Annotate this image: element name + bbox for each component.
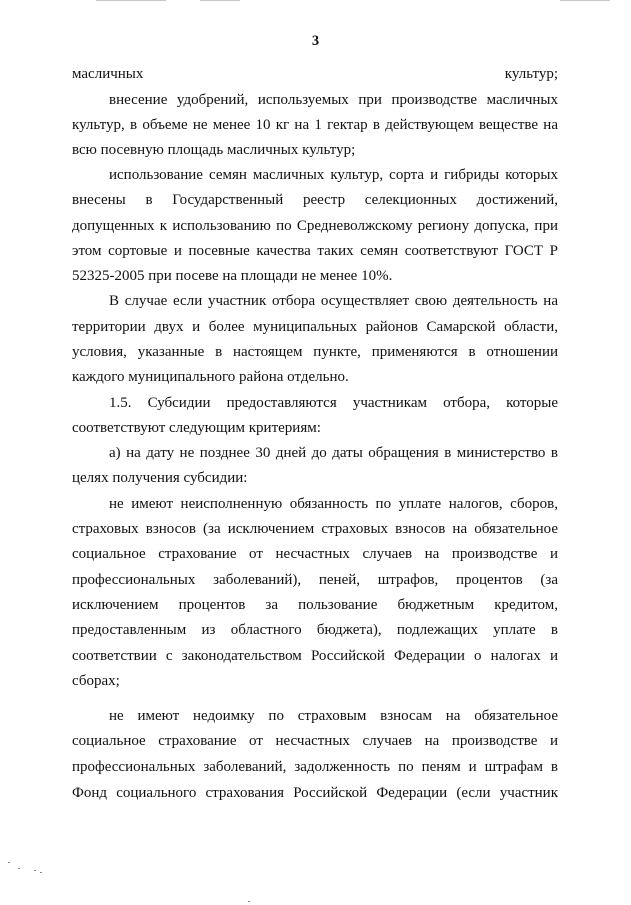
text-line: В случае если участник отбора осуществляет свою деятельность на [109,293,558,309]
text-line: этом сортовые и посевные качества таких семян соответствуют ГОСТ Р [72,243,558,259]
text-line: внесены в Государственный реестр селекционных достижений, [72,192,558,208]
text-line: не имеют неисполненную обязанность по уплате налогов, сборов, [109,496,558,512]
text-line: социальное страхование от несчастных случаев на производстве и [72,733,558,749]
scan-top-edge [200,0,240,1]
scan-speck [34,870,36,871]
text-line: внесение удобрений, используемых при производстве масличных [109,92,558,108]
scan-top-edge [96,0,166,1]
text-line: использование семян масличных культур, сорта и гибриды которых [109,167,558,183]
page-number: 3 [311,33,320,49]
text-line: всю посевную площадь масличных культур; [72,142,356,158]
text-line: не имеют недоимку по страховым взносам на обязательное [109,708,558,724]
scan-speck [18,868,20,869]
text-line: сборах; [72,673,120,689]
text-line: а) на дату не позднее 30 дней до даты обращения в министерство в [109,445,558,461]
text-line: масличных культур; [72,66,558,82]
text-line: исключением процентов за пользование бюджетным кредитом, [72,597,558,613]
scan-speck [40,872,42,873]
text-line: условия, указанные в настоящем пункте, применяются в отношении [72,344,558,360]
text-line: соответствии с законодательством Российской Федерации о налогах и [72,648,558,664]
text-line: целях получения субсидии: [72,470,248,486]
text-line: предоставленным из областного бюджета), подлежащих уплате в [72,622,558,638]
text-line: 1.5. Субсидии предоставляются участникам отбора, которые [109,395,558,411]
text-line: социальное страхование от несчастных случаев на производстве и [72,546,558,562]
text-line: культур, в объеме не менее 10 кг на 1 гектар в действующем веществе на [72,117,558,133]
scan-speck [8,862,10,863]
text-line: профессиональных заболеваний), пеней, штрафов, процентов (за [72,572,558,588]
scan-speck [248,901,250,902]
text-line: профессиональных заболеваний, задолженность по пеням и штрафам в [72,759,558,775]
text-line: страховых взносов (за исключением страховых взносов на обязательное [72,521,558,537]
scan-top-edge [560,0,610,1]
text-line: 52325-2005 при посеве на площади не менее 10%. [72,268,393,284]
text-line: соответствуют следующим критериям: [72,420,321,436]
text-line: территории двух и более муниципальных районов Самарской области, [72,319,558,335]
text-line: каждого муниципального района отдельно. [72,369,349,385]
text-line: Фонд социального страхования Российской Федерации (если участник [72,785,558,801]
text-line: допущенных к использованию по Средневолжскому региону допуска, при [72,218,558,234]
